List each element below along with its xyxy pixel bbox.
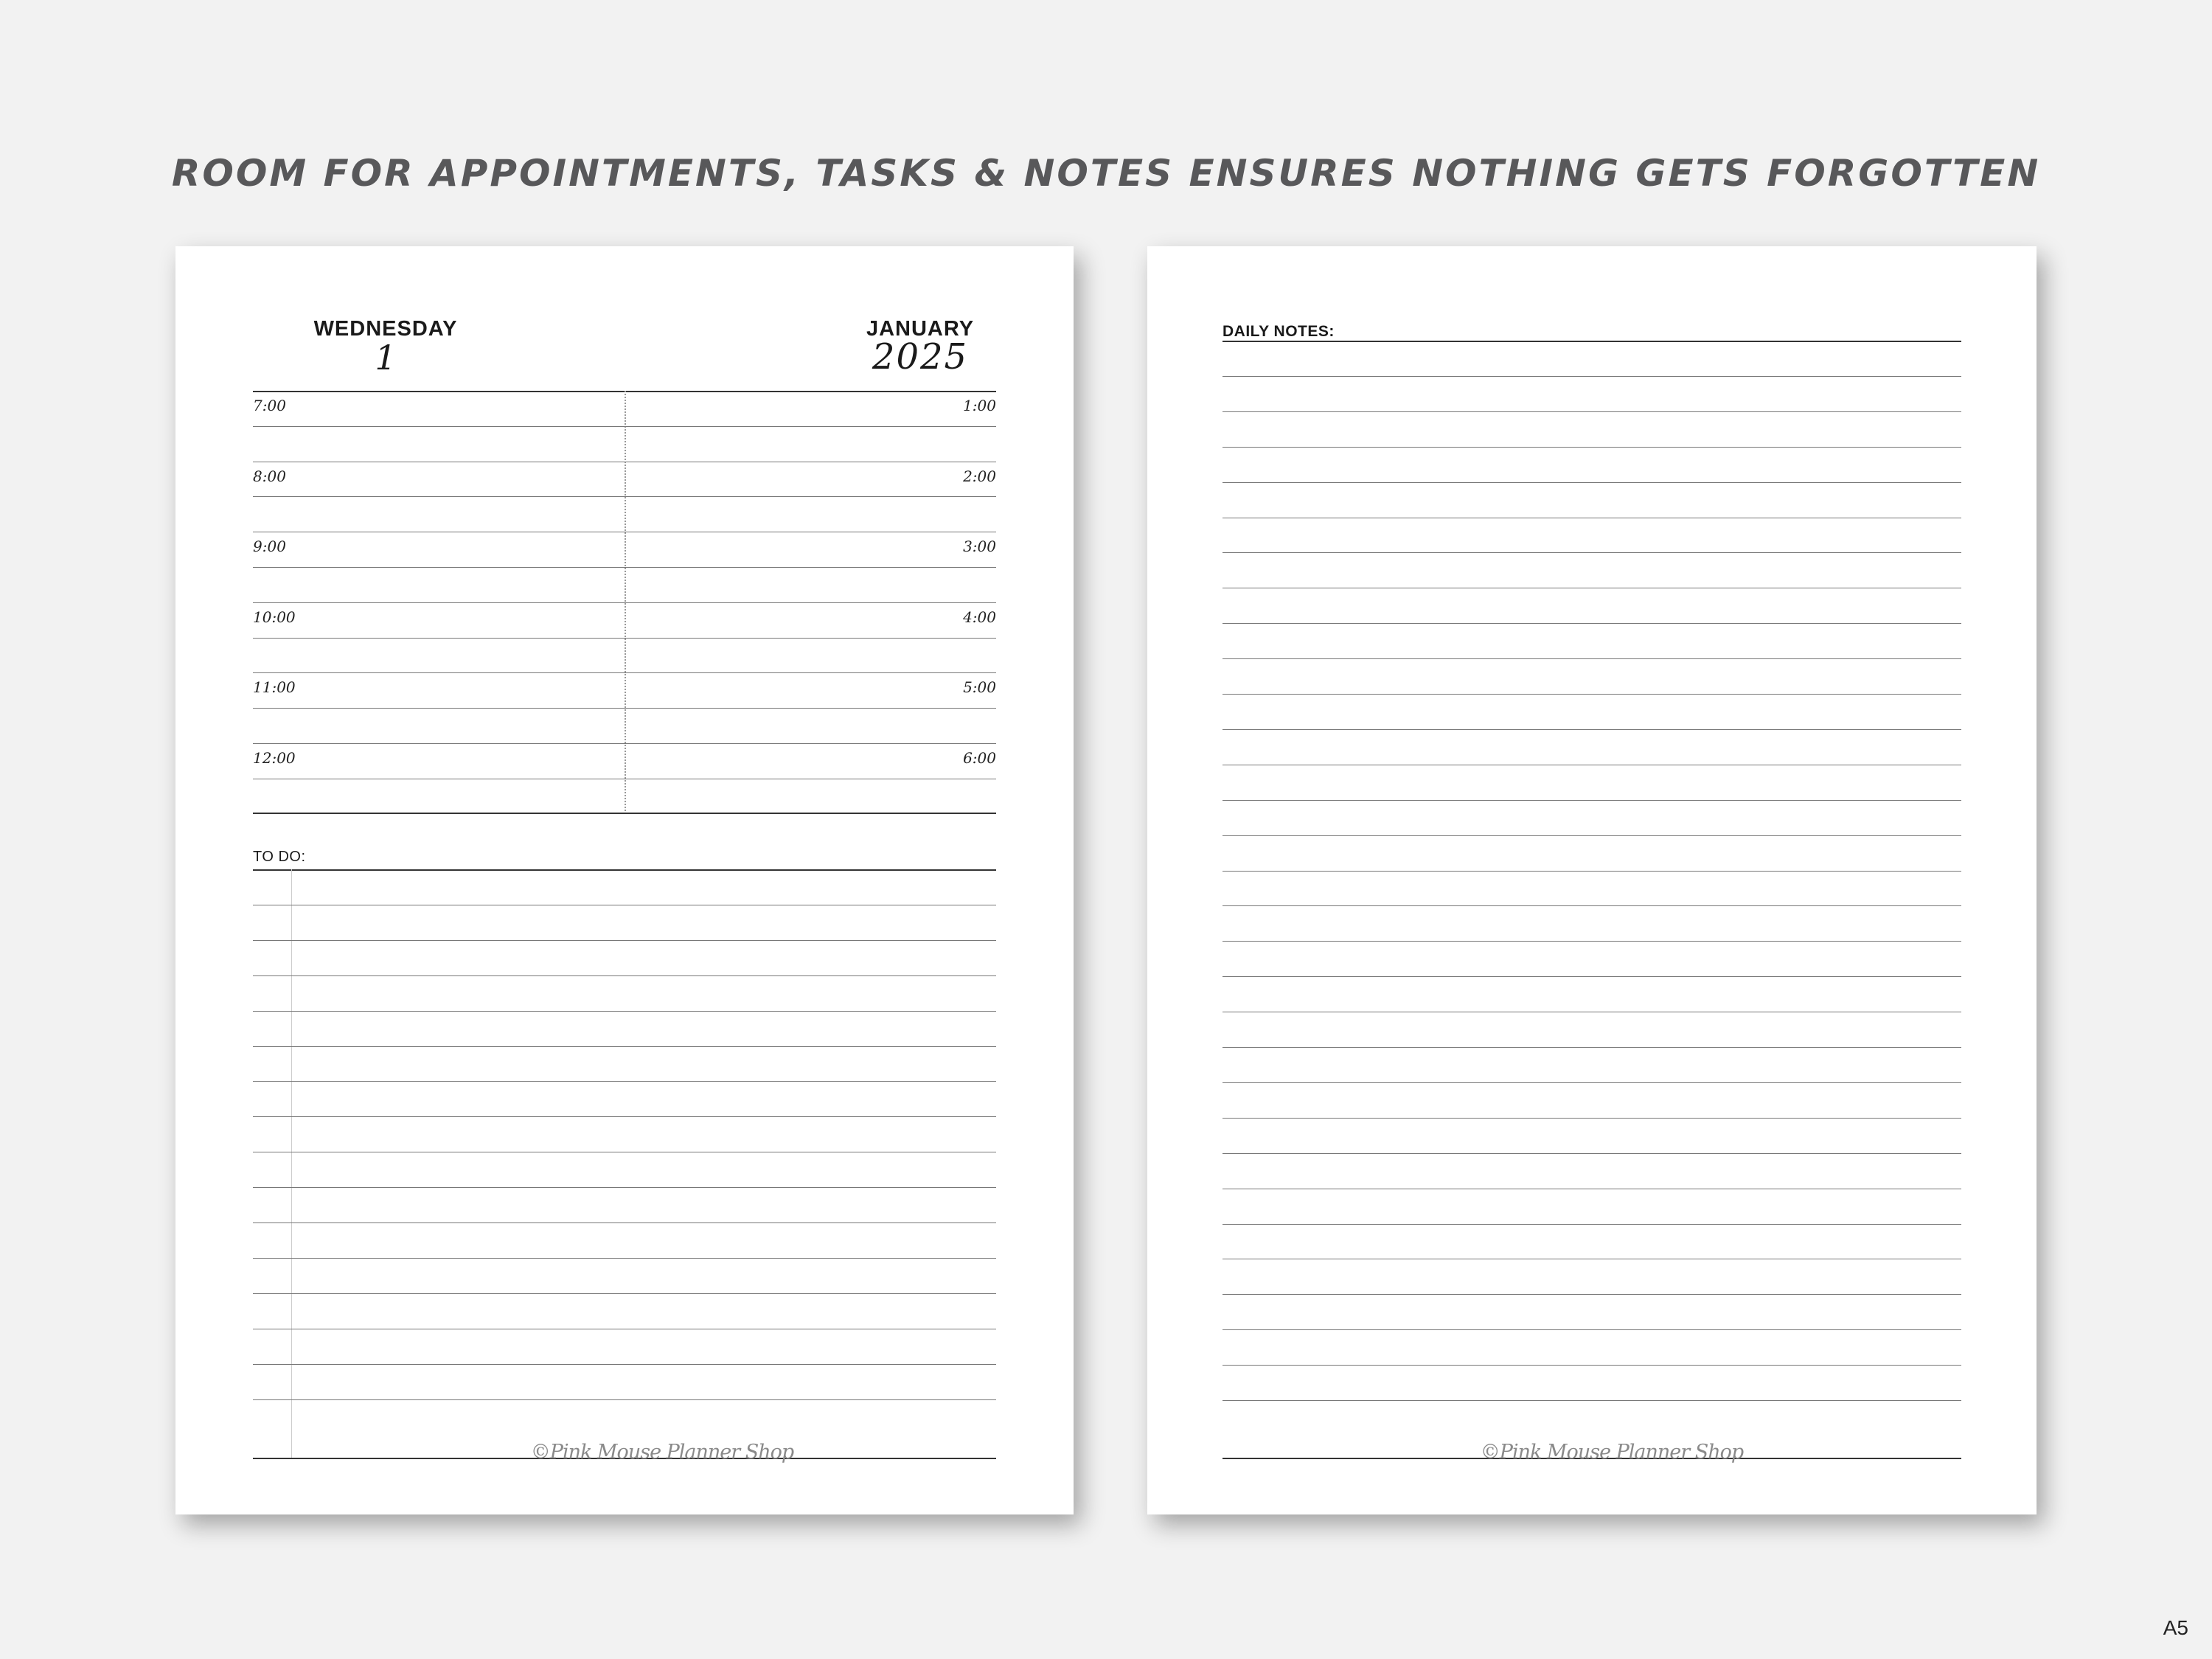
todo-row-line	[253, 1187, 996, 1188]
todo-row-line	[253, 1081, 996, 1082]
notes-row-line	[1222, 376, 1961, 377]
notes-lines	[1222, 341, 1961, 1459]
day-name: WEDNESDAY	[313, 317, 458, 341]
schedule-grid	[253, 391, 996, 814]
time-label-right: 6:00	[963, 749, 996, 767]
todo-row-line	[253, 1293, 996, 1294]
notes-row-line	[1222, 800, 1961, 801]
schedule-row-line	[253, 672, 996, 673]
daily-planner-page	[175, 246, 1074, 1514]
time-label-left: 8:00	[253, 467, 286, 485]
notes-row-line	[1222, 1294, 1961, 1295]
todo-row-line	[253, 1011, 996, 1012]
schedule-row-line	[253, 567, 996, 568]
todo-checkbox-column	[291, 869, 292, 1459]
time-label-right: 5:00	[963, 678, 996, 697]
notes-row-line	[1222, 1118, 1961, 1119]
notes-row-line	[1222, 835, 1961, 836]
todo-row-line	[253, 1116, 996, 1117]
year: 2025	[872, 336, 969, 378]
notes-row-line	[1222, 1082, 1961, 1083]
schedule-row-line	[253, 743, 996, 744]
todo-label: TO DO:	[253, 849, 306, 865]
brand-signature: ©Pink Mouse Planner Shop	[530, 1441, 794, 1464]
notes-row-line	[1222, 411, 1961, 412]
notes-row-line	[1222, 1047, 1961, 1048]
schedule-row-line	[253, 708, 996, 709]
todo-row-line	[253, 1258, 996, 1259]
notes-row-line	[1222, 447, 1961, 448]
time-label-left: 7:00	[253, 397, 286, 414]
time-label-right: 3:00	[963, 538, 996, 556]
time-label-left: 10:00	[253, 608, 296, 626]
schedule-row-line	[253, 426, 996, 427]
notes-row-line	[1222, 1400, 1961, 1401]
todo-row-line	[253, 1364, 996, 1365]
schedule-row-line	[253, 602, 996, 603]
time-label-left: 12:00	[253, 749, 296, 767]
todo-row-line	[253, 1222, 996, 1223]
todo-top-rule	[253, 869, 996, 871]
notes-row-line	[1222, 658, 1961, 659]
notes-row-line	[1222, 623, 1961, 624]
time-label-right: 4:00	[963, 608, 996, 626]
notes-row-line	[1222, 1329, 1961, 1330]
brand-signature: ©Pink Mouse Planner Shop	[1480, 1441, 1744, 1464]
notes-row-line	[1222, 729, 1961, 730]
time-label-left: 9:00	[253, 538, 286, 556]
todo-row-line	[253, 940, 996, 941]
schedule-row-line	[253, 638, 996, 639]
notes-row-line	[1222, 1224, 1961, 1225]
schedule-bottom-rule	[253, 813, 996, 814]
notes-row-line	[1222, 941, 1961, 942]
notes-row-line	[1222, 552, 1961, 553]
schedule-row-line	[253, 496, 996, 497]
notes-row-line	[1222, 905, 1961, 906]
notes-row-line	[1222, 694, 1961, 695]
time-label-right: 2:00	[963, 467, 996, 485]
time-label-left: 11:00	[253, 678, 296, 697]
todo-list	[253, 869, 996, 1459]
todo-row-line	[253, 1046, 996, 1047]
notes-row-line	[1222, 1365, 1961, 1366]
time-label-right: 1:00	[963, 397, 996, 414]
todo-row-line	[253, 975, 996, 976]
headline: ROOM FOR APPOINTMENTS, TASKS & NOTES ENSURES NOTHING GETS FORGOTTEN	[171, 152, 2041, 195]
notes-row-line	[1222, 1153, 1961, 1154]
notes-row-line	[1222, 871, 1961, 872]
todo-row-line	[253, 1399, 996, 1400]
notes-top-rule	[1222, 341, 1961, 342]
size-tag: A5	[2163, 1616, 2188, 1639]
month: JANUARY	[866, 317, 975, 341]
notes-row-line	[1222, 482, 1961, 483]
daily-notes-page	[1147, 246, 2037, 1514]
notes-label: DAILY NOTES:	[1222, 323, 1335, 340]
day-number: 1	[375, 338, 397, 378]
notes-row-line	[1222, 976, 1961, 977]
